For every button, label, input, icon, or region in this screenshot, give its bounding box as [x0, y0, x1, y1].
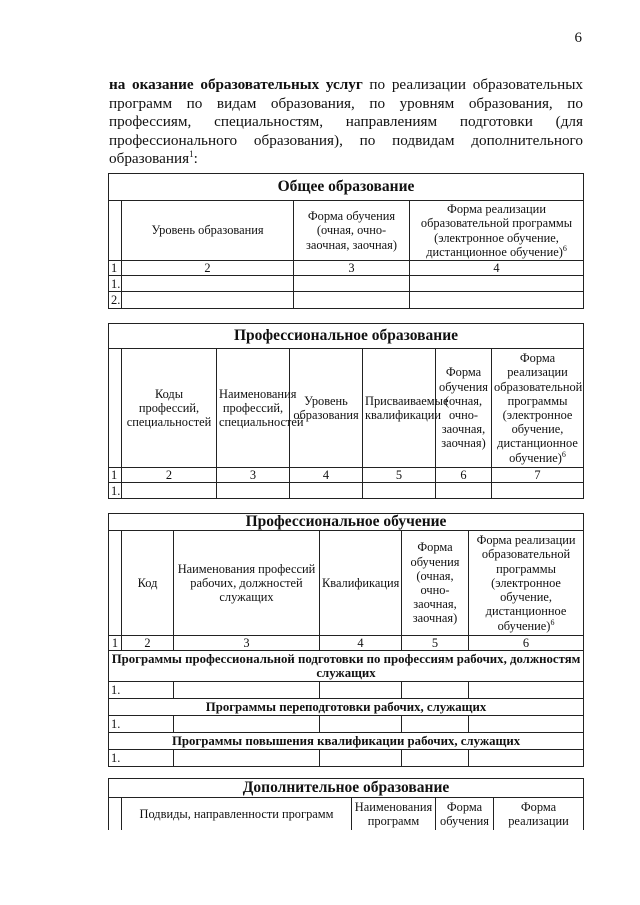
- table-cell: [122, 483, 217, 499]
- table-cell: [469, 716, 584, 733]
- col-number: 4: [320, 636, 402, 651]
- col-number: 5: [402, 636, 469, 651]
- section-title: Программы переподготовки рабочих, служащих: [109, 699, 584, 716]
- col-number: 6: [469, 636, 584, 651]
- additional-education-title: Дополнительное образование: [109, 779, 584, 798]
- col-number: 3: [294, 261, 410, 276]
- header-level: Уровень образования: [122, 201, 294, 261]
- header-implementation-form: Форма реализации: [494, 798, 584, 830]
- table-cell: [174, 716, 320, 733]
- table-cell: [174, 682, 320, 699]
- col-number: 5: [363, 468, 436, 483]
- header-study-form: Форма обучения (очная, очно-заочная, заочная): [436, 349, 492, 468]
- row-number: 1.: [109, 716, 174, 733]
- general-education-table: [108, 173, 584, 309]
- header-spacer: [109, 798, 122, 830]
- col-number: 3: [217, 468, 290, 483]
- col-number: 2: [122, 261, 294, 276]
- intro-tail: :: [193, 150, 198, 167]
- header-codes: Коды профессий, специальностей: [122, 349, 217, 468]
- header-study-form: Форма обучения (очная, очно-заочная, заочная): [294, 201, 410, 261]
- section-title: Программы профессиональной подготовки по профессиям рабочих, должностям служащих: [109, 651, 584, 682]
- col-number: 6: [436, 468, 492, 483]
- header-spacer: [109, 349, 122, 468]
- col-number: 2: [122, 636, 174, 651]
- table-cell: [320, 682, 402, 699]
- header-names: Наименования профессий, специальностей: [217, 349, 290, 468]
- header-qualification: Квалификация: [320, 531, 402, 636]
- table-cell: [294, 276, 410, 292]
- col-number: 4: [290, 468, 363, 483]
- header-qualification: Присваиваемые квалификации: [363, 349, 436, 468]
- professional-training-table: [108, 513, 584, 767]
- intro-text: по реализации образовательных программ по видам образования, по уровням образования, по профессиям, специальностям, направлениям подготовки (для профессионального образования), по подвидам дополнительного образования: [109, 76, 584, 167]
- table-cell: [320, 750, 402, 767]
- col-number: 1: [109, 468, 122, 483]
- row-number: 1.: [109, 682, 174, 699]
- page-number: 6: [574, 30, 582, 46]
- header-spacer: [109, 201, 122, 261]
- table-cell: [290, 483, 363, 499]
- header-level: Уровень образования: [290, 349, 363, 468]
- table-cell: [410, 276, 584, 292]
- header-implementation-form: [492, 349, 584, 468]
- table-cell: [122, 292, 294, 309]
- col-number: 7: [492, 468, 584, 483]
- row-number: 1.: [109, 483, 122, 499]
- footnote-mark: 6: [562, 243, 567, 253]
- table-cell: [320, 716, 402, 733]
- header-names: Наименования профессий рабочих, должностей служащих: [174, 531, 320, 636]
- header-study-form: Форма обучения (очная, очно-заочная, заочная): [402, 531, 469, 636]
- intro-lead: на оказание образовательных услуг: [109, 76, 363, 93]
- header-implementation-text: Форма реализации образовательной программы (электронное обучение, дистанционное обучение): [494, 351, 583, 465]
- header-implementation-text: Форма реализации образовательной программы (электронное обучение, дистанционное обучение): [476, 533, 576, 633]
- col-number: 3: [174, 636, 320, 651]
- table-cell: [469, 682, 584, 699]
- table-cell: [402, 716, 469, 733]
- col-number: 4: [410, 261, 584, 276]
- professional-education-table: [108, 323, 584, 499]
- header-names: Наименования программ: [352, 798, 436, 830]
- intro-paragraph: [109, 76, 583, 169]
- header-code: Код: [122, 531, 174, 636]
- header-subtypes: Подвиды, направленности программ: [122, 798, 352, 830]
- row-number: 1.: [109, 276, 122, 292]
- row-number: 2.: [109, 292, 122, 309]
- header-spacer: [109, 531, 122, 636]
- general-education-title: Общее образование: [109, 174, 584, 201]
- professional-education-title: Профессиональное образование: [109, 324, 584, 349]
- table-cell: [122, 276, 294, 292]
- intro-footnote: 1: [189, 148, 194, 159]
- section-title: Программы повышения квалификации рабочих, служащих: [109, 733, 584, 750]
- table-cell: [402, 682, 469, 699]
- table-cell: [469, 750, 584, 767]
- row-number: 1.: [109, 750, 174, 767]
- header-implementation-form: [469, 531, 584, 636]
- table-cell: [174, 750, 320, 767]
- col-number: 1: [109, 636, 122, 651]
- footnote-mark: 6: [550, 617, 555, 627]
- table-cell: [492, 483, 584, 499]
- table-cell: [436, 483, 492, 499]
- col-number: 1: [109, 261, 122, 276]
- header-study-form: Формa обучения: [436, 798, 494, 830]
- col-number: 2: [122, 468, 217, 483]
- table-cell: [402, 750, 469, 767]
- additional-education-table: [108, 778, 584, 830]
- header-implementation-form: [410, 201, 584, 261]
- header-implementation-text: Форма реализации образовательной программы (электронное обучение, дистанционное обучение): [420, 202, 573, 259]
- footnote-mark: 6: [561, 449, 566, 459]
- table-cell: [410, 292, 584, 309]
- table-cell: [217, 483, 290, 499]
- table-cell: [363, 483, 436, 499]
- table-cell: [294, 292, 410, 309]
- professional-training-title: Профессиональное обучение: [109, 514, 584, 531]
